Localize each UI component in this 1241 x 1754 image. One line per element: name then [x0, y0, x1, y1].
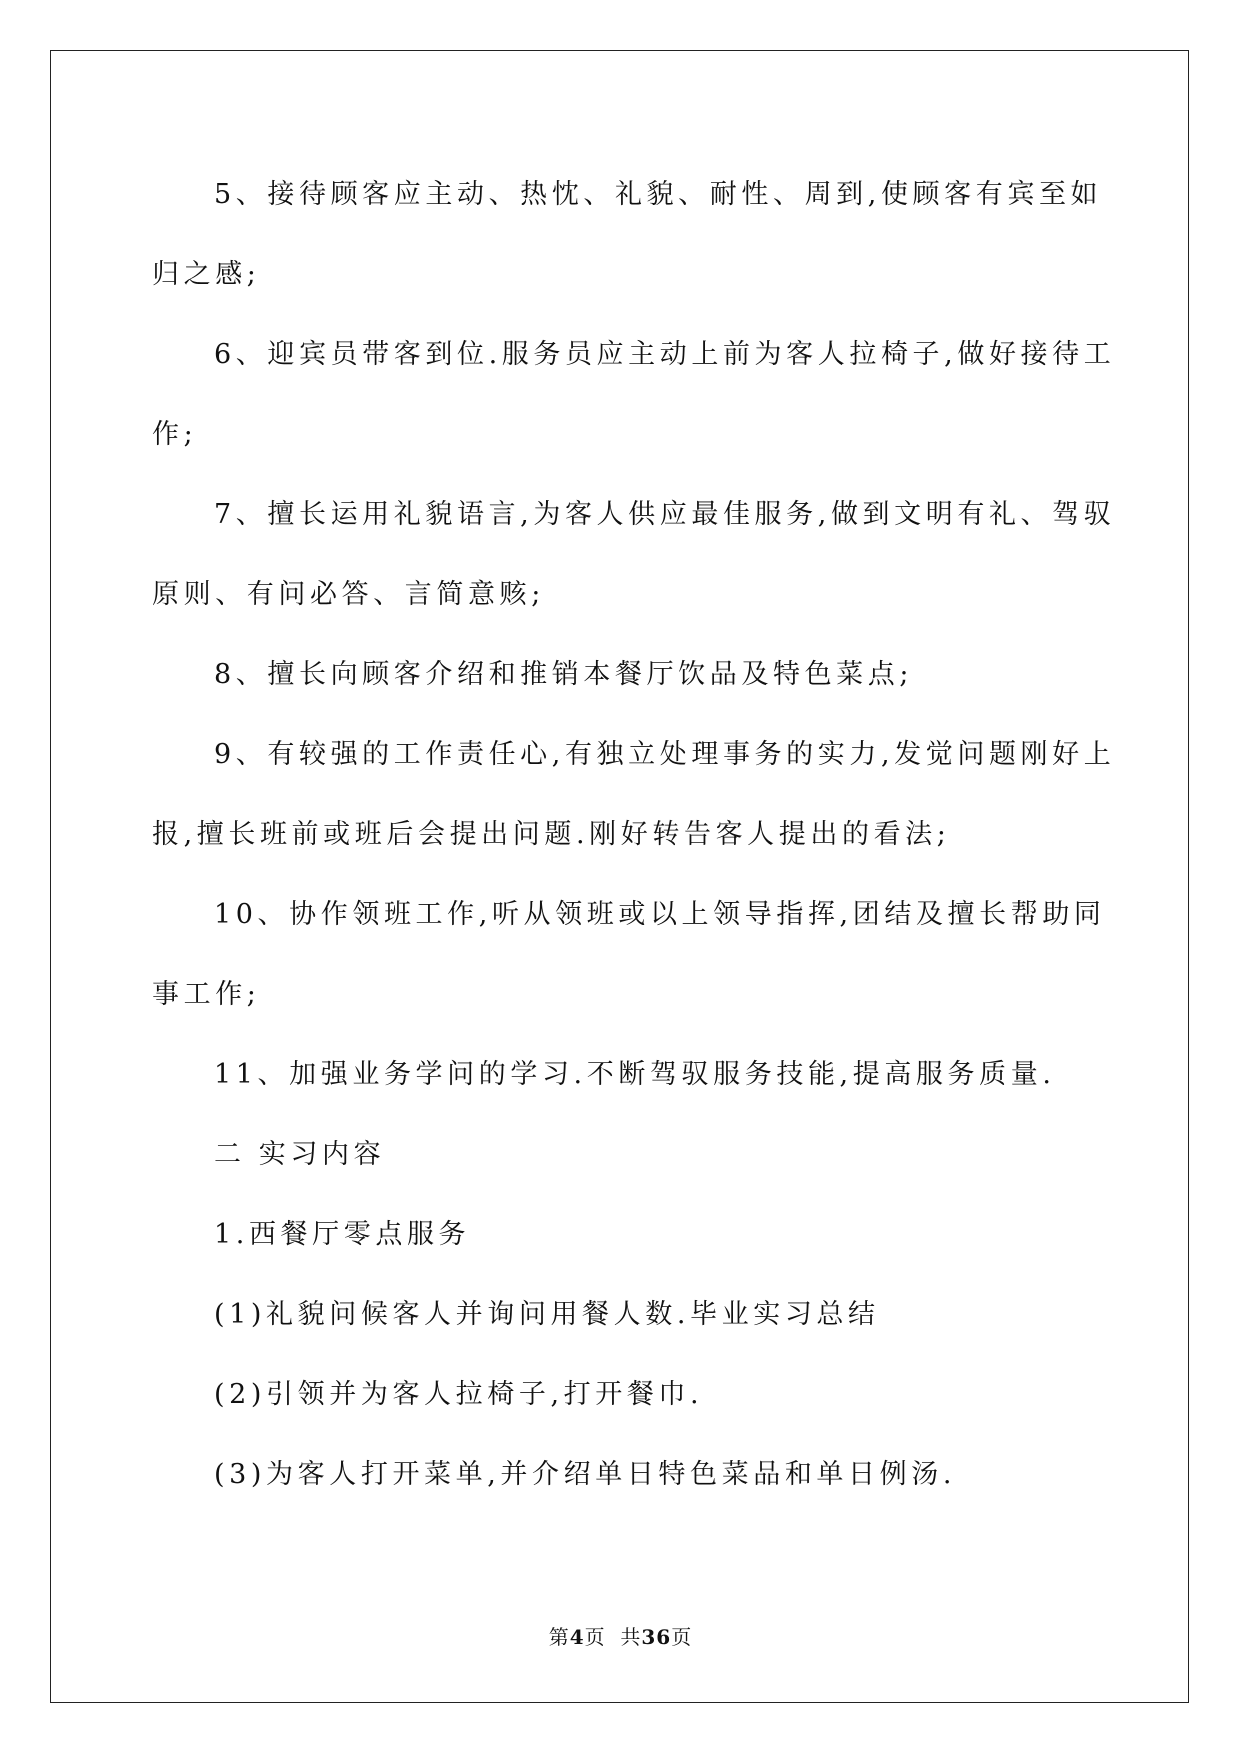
- footer-suffix: 页: [671, 1625, 693, 1649]
- paragraph-10-line-1: 10、协作领班工作,听从领班或以上领导指挥,团结及擅长帮助同: [214, 899, 1106, 930]
- paragraph-7-line-2: 原则、有问必答、言简意赅;: [152, 579, 545, 610]
- paragraph-6-line-2: 作;: [152, 419, 198, 450]
- section-heading: 二 实习内容: [214, 1139, 386, 1170]
- page-footer: [0, 1621, 1241, 1650]
- paragraph-6-line-1: 6、迎宾员带客到位.服务员应主动上前为客人拉椅子,做好接待工: [214, 339, 1116, 370]
- paragraph-11: 11、加强业务学问的学习.不断驾驭服务技能,提高服务质量.: [214, 1059, 1056, 1090]
- subsection-heading: 1.西餐厅零点服务: [214, 1219, 471, 1250]
- paragraph-9-line-1: 9、有较强的工作责任心,有独立处理事务的实力,发觉问题刚好上: [214, 739, 1116, 770]
- paragraph-5-line-2: 归之感;: [152, 259, 261, 290]
- paragraph-5-line-1: 5、接待顾客应主动、热忱、礼貌、耐性、周到,使顾客有宾至如: [214, 179, 1103, 210]
- footer-total-pages: 36: [641, 1625, 672, 1649]
- paragraph-7-line-1: 7、擅长运用礼貌语言,为客人供应最佳服务,做到文明有礼、驾驭: [214, 499, 1116, 530]
- paragraph-10-line-2: 事工作;: [152, 979, 261, 1010]
- list-item-1: (1)礼貌问候客人并询问用餐人数.毕业实习总结: [214, 1299, 880, 1330]
- list-item-2: (2)引领并为客人拉椅子,打开餐巾.: [214, 1379, 704, 1410]
- footer-mid: 页 共: [584, 1625, 642, 1649]
- footer-prefix: 第: [548, 1625, 570, 1649]
- paragraph-9-line-2: 报,擅长班前或班后会提出问题.刚好转告客人提出的看法;: [152, 819, 951, 850]
- footer-page-number: 4: [569, 1625, 585, 1649]
- paragraph-8: 8、擅长向顾客介绍和推销本餐厅饮品及特色菜点;: [214, 659, 914, 690]
- list-item-3: (3)为客人打开菜单,并介绍单日特色菜品和单日例汤.: [214, 1459, 957, 1490]
- document-body: [152, 155, 1116, 1515]
